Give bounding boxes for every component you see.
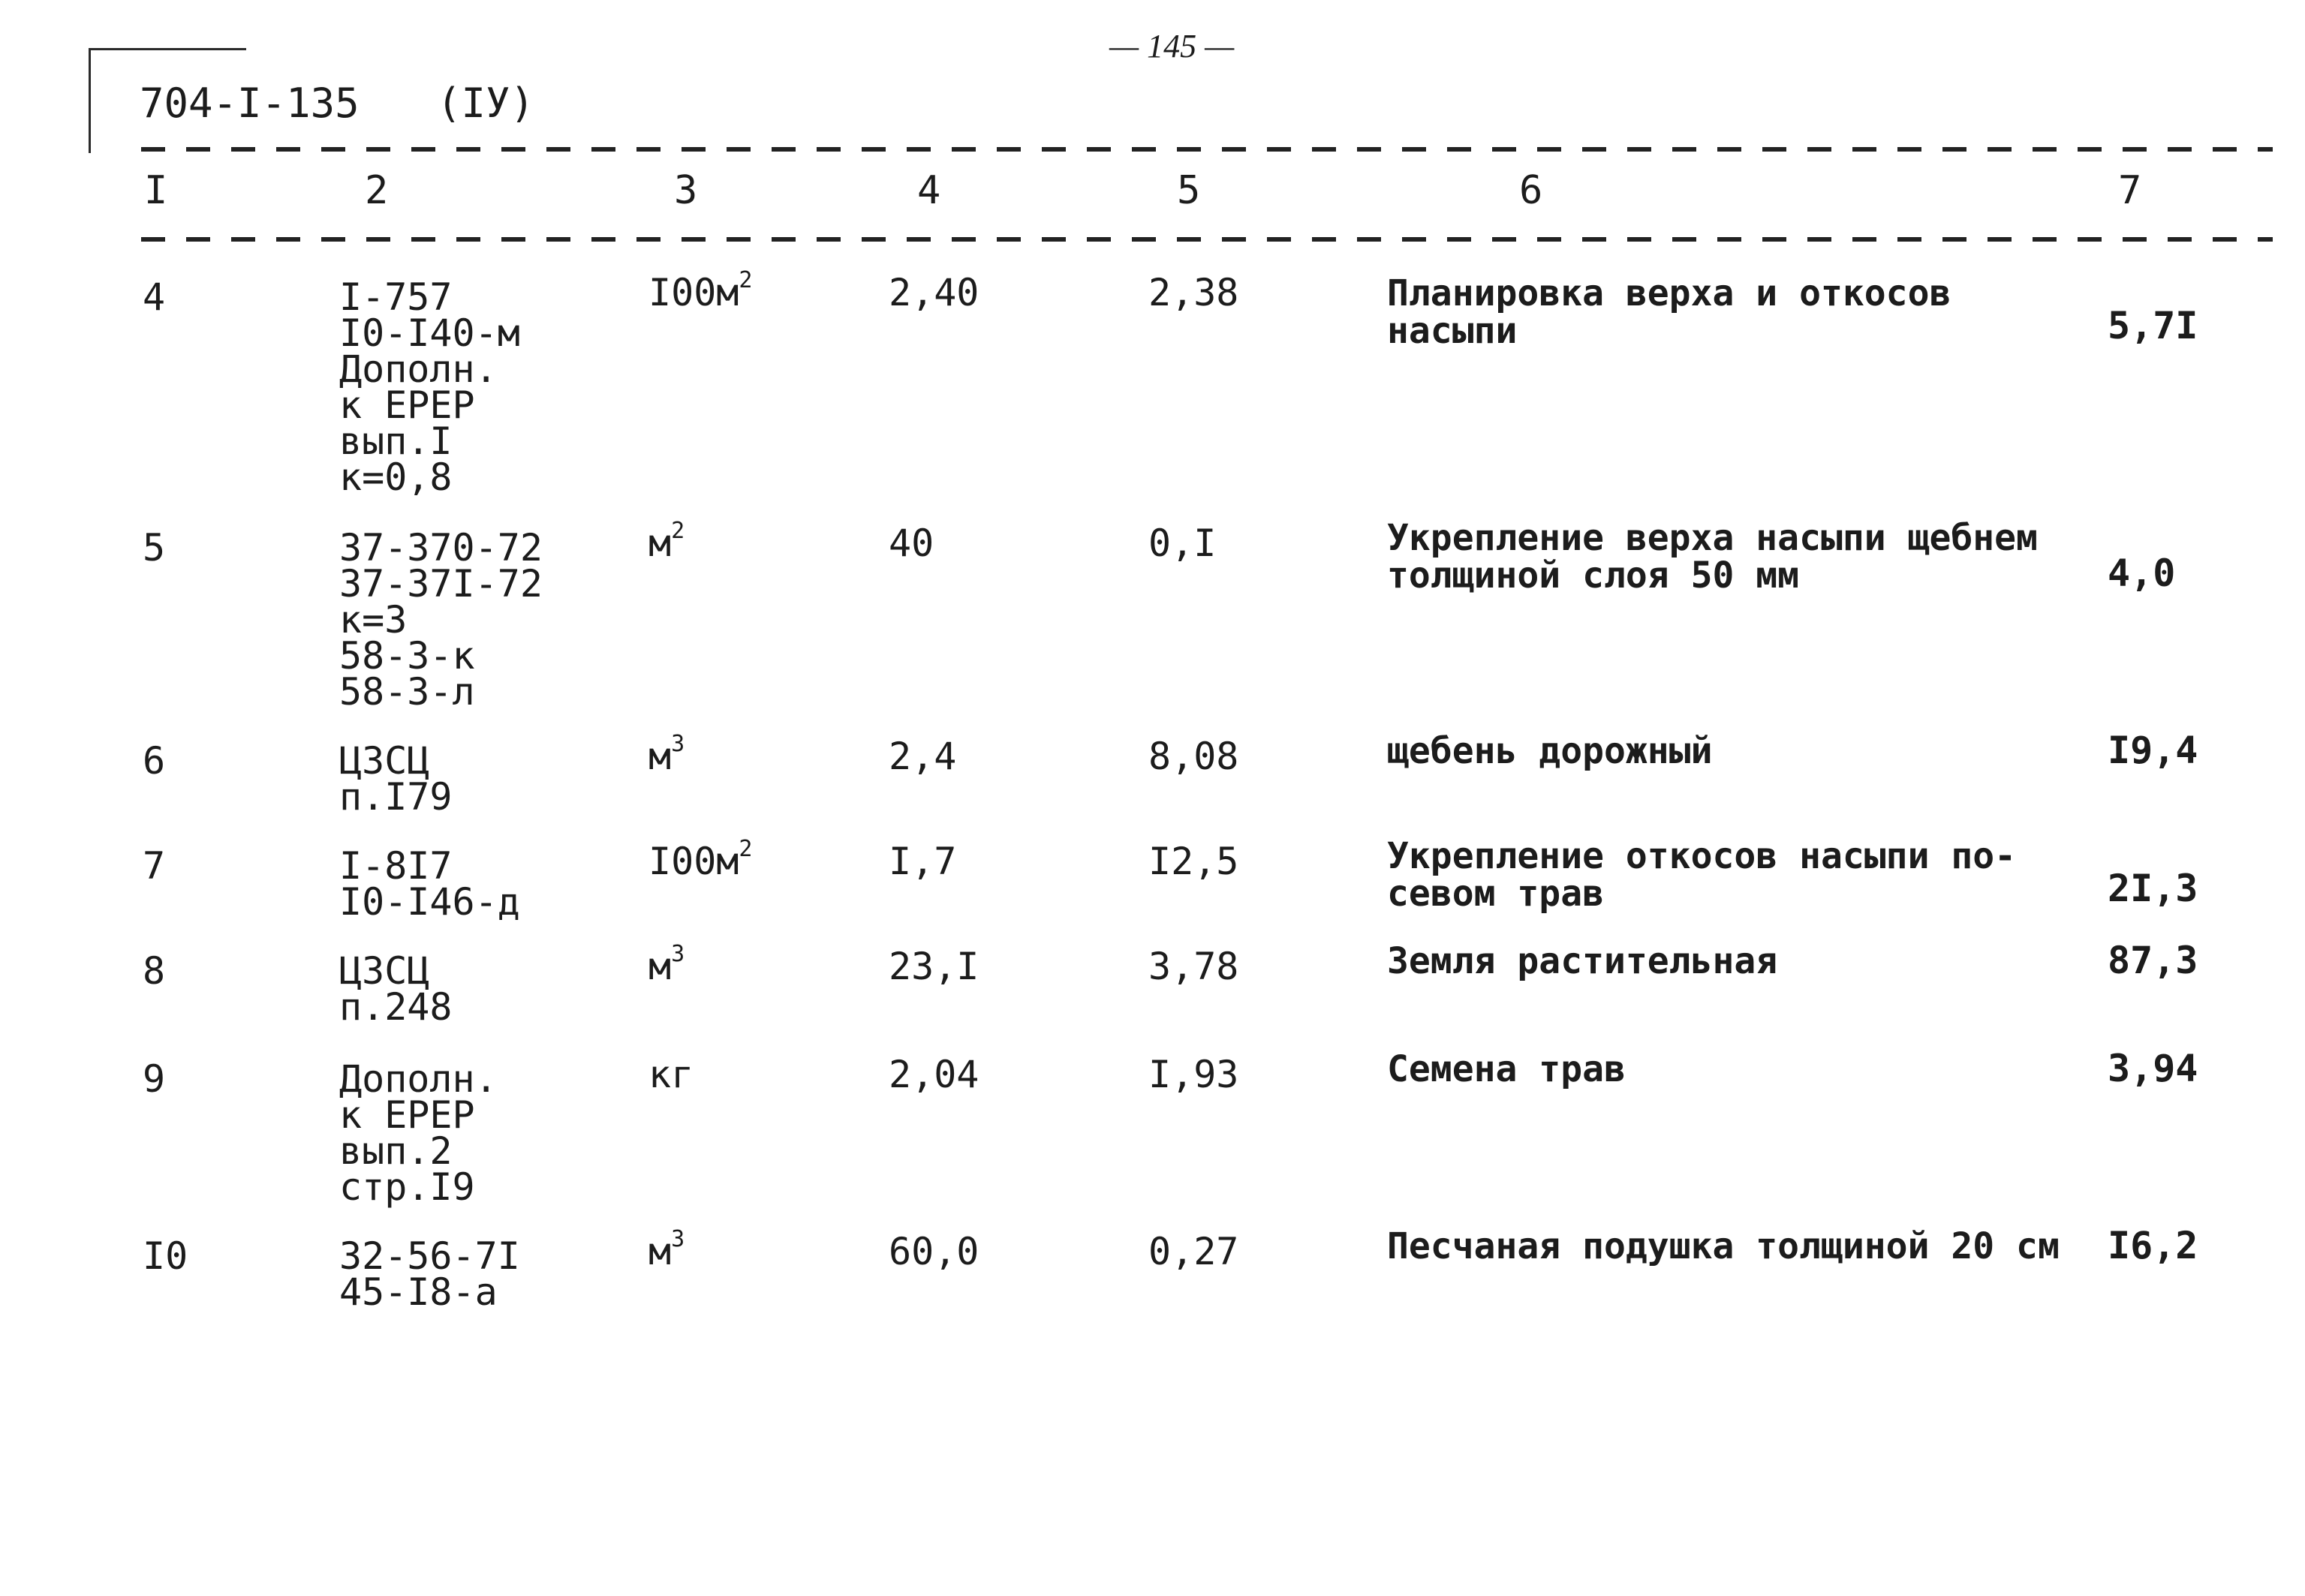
total-cost: I9,4 <box>2108 729 2198 772</box>
unit <box>648 1053 694 1096</box>
unit-base: м <box>648 735 672 778</box>
row-number: 8 <box>143 949 166 993</box>
work-description-line: Земля растительная <box>1387 940 1778 982</box>
work-description <box>1387 272 1951 352</box>
column-header-3: 3 <box>674 168 698 213</box>
corner-bracket-top <box>89 48 246 50</box>
norm-code-line: к ЕРЕР <box>339 383 475 427</box>
row-number: 9 <box>143 1057 166 1101</box>
work-description <box>1387 1225 2060 1267</box>
document-code: 704-I-135 <box>140 80 360 127</box>
norm-code-line: вып.2 <box>339 1129 453 1173</box>
quantity: 2,04 <box>889 1053 979 1096</box>
norm-code-line: п.I79 <box>339 775 453 819</box>
row-number: 4 <box>143 275 166 319</box>
unit-price: 2,38 <box>1148 271 1239 314</box>
unit-base: м <box>648 521 672 565</box>
unit-exponent: 2 <box>671 518 685 545</box>
column-header-5: 5 <box>1177 168 1201 213</box>
unit-exponent: 2 <box>739 267 753 294</box>
norm-code-line: к=0,8 <box>339 455 453 499</box>
unit-exponent: 3 <box>671 1226 685 1253</box>
work-description-line: толщиной слоя 50 мм <box>1387 555 1800 597</box>
norm-code <box>339 739 453 819</box>
column-header-4: 4 <box>917 168 941 213</box>
norm-code <box>339 1234 520 1314</box>
unit-price: I2,5 <box>1148 840 1239 883</box>
unit <box>648 836 753 883</box>
unit-base: I00м <box>648 840 739 883</box>
quantity: 40 <box>889 521 934 565</box>
unit-price: 0,27 <box>1148 1230 1239 1273</box>
unit <box>648 941 685 988</box>
unit-exponent: 2 <box>739 836 753 863</box>
total-cost: 2I,3 <box>2108 867 2198 910</box>
norm-code <box>339 1057 498 1209</box>
work-description-line: Песчаная подушка толщиной 20 см <box>1387 1225 2060 1267</box>
norm-code-line: Дополн. <box>339 347 498 391</box>
quantity: 60,0 <box>889 1230 979 1273</box>
unit-exponent: 3 <box>671 941 685 968</box>
norm-code-line: стр.I9 <box>339 1165 475 1209</box>
work-description <box>1387 1050 1626 1088</box>
work-description-line: Укрепление верха насыпи щебнем <box>1387 517 2038 559</box>
norm-code-line: п.248 <box>339 985 453 1029</box>
work-description-line: севом трав <box>1387 873 1604 915</box>
quantity: 23,I <box>889 945 979 988</box>
document-variant: (IУ) <box>437 80 535 127</box>
unit-base: м <box>648 945 672 988</box>
norm-code-line: Дополн. <box>339 1057 498 1101</box>
norm-code-line: 32-56-7I <box>339 1234 520 1278</box>
page-number: — 145 — <box>1109 28 1235 65</box>
norm-code <box>339 949 453 1029</box>
total-cost: 3,94 <box>2108 1047 2198 1090</box>
norm-code <box>339 526 543 714</box>
norm-code-line: 45-I8-а <box>339 1270 498 1314</box>
work-description <box>1387 835 2017 915</box>
row-number: 6 <box>143 739 166 783</box>
column-header-7: 7 <box>2118 168 2142 213</box>
total-cost: 4,0 <box>2108 552 2176 595</box>
unit-exponent: 3 <box>671 731 685 758</box>
row-number: I0 <box>143 1234 188 1278</box>
norm-code-line: I-8I7 <box>339 844 453 888</box>
norm-code-line: вып.I <box>339 419 453 463</box>
norm-code-line: I0-I46-д <box>339 880 520 924</box>
unit-base: I00м <box>648 271 739 314</box>
header-rule-top <box>141 147 2273 152</box>
unit-price: 0,I <box>1148 521 1217 565</box>
unit <box>648 267 753 314</box>
total-cost: I6,2 <box>2108 1224 2198 1267</box>
quantity: 2,40 <box>889 271 979 314</box>
corner-bracket-left <box>89 48 91 153</box>
unit <box>648 1226 685 1273</box>
norm-code-line: 37-370-72 <box>339 526 543 570</box>
unit-price: 8,08 <box>1148 735 1239 778</box>
quantity: I,7 <box>889 840 957 883</box>
norm-code-line: I0-I40-м <box>339 311 520 355</box>
norm-code-line: ЦЗСЦ <box>339 739 430 783</box>
norm-code-line: 58-3-л <box>339 670 475 714</box>
quantity: 2,4 <box>889 735 957 778</box>
norm-code-line: I-757 <box>339 275 453 319</box>
norm-code-line: ЦЗСЦ <box>339 949 430 993</box>
column-header-2: 2 <box>365 168 389 213</box>
work-description <box>1387 942 1777 980</box>
unit-price: I,93 <box>1148 1053 1239 1096</box>
row-number: 5 <box>143 526 166 570</box>
header-rule-bottom <box>141 237 2273 242</box>
norm-code-line: 58-3-к <box>339 634 475 678</box>
work-description-line: Семена трав <box>1387 1048 1626 1090</box>
norm-code-line: к=3 <box>339 598 408 642</box>
row-number: 7 <box>143 844 166 888</box>
column-header-1: I <box>144 168 168 213</box>
unit-price: 3,78 <box>1148 945 1239 988</box>
unit-base: кг <box>648 1053 694 1096</box>
norm-code-line: 37-37I-72 <box>339 562 543 606</box>
total-cost: 87,3 <box>2108 939 2198 982</box>
unit <box>648 518 685 565</box>
unit <box>648 731 685 778</box>
work-description-line: насыпи <box>1387 310 1518 352</box>
work-description-line: щебень дорожный <box>1387 730 1713 772</box>
norm-code-line: к ЕРЕР <box>339 1093 475 1137</box>
total-cost: 5,7I <box>2108 304 2198 347</box>
norm-code <box>339 844 520 924</box>
work-description-line: Планировка верха и откосов <box>1387 272 1951 314</box>
norm-code <box>339 275 520 499</box>
unit-base: м <box>648 1230 672 1273</box>
work-description <box>1387 517 2038 597</box>
work-description-line: Укрепление откосов насыпи по- <box>1387 835 2017 877</box>
work-description <box>1387 732 1712 770</box>
column-header-6: 6 <box>1519 168 1543 213</box>
